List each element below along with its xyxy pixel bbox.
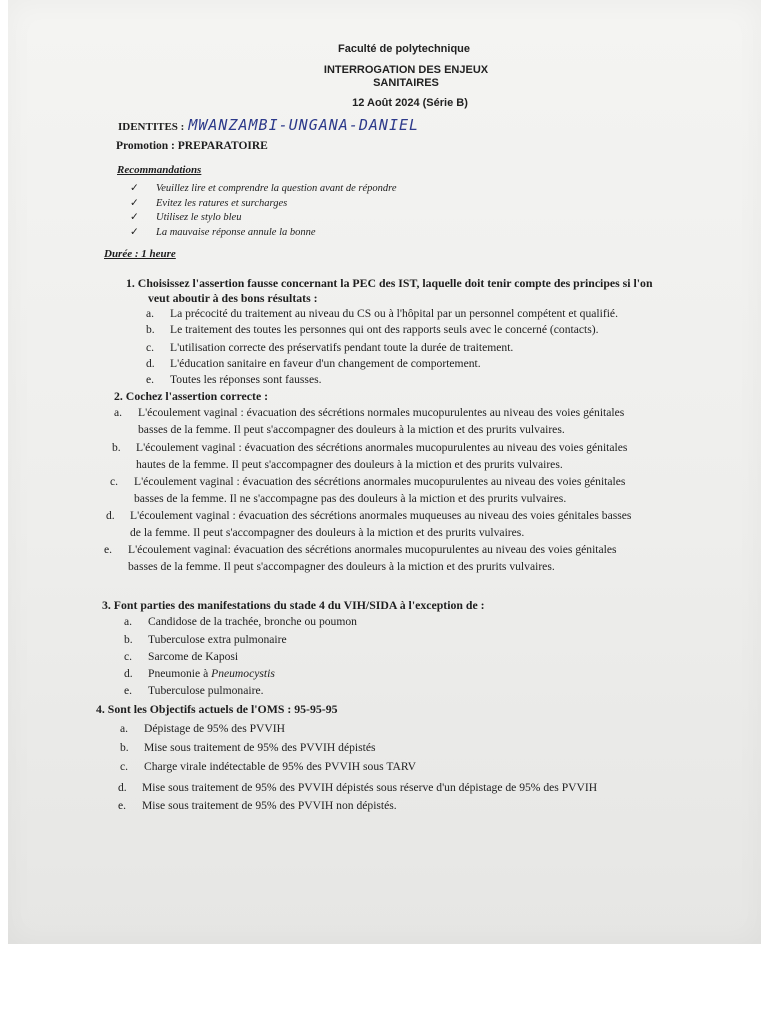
question-2-option-e: e. L'écoulement vaginal: évacuation des sécrétions anormales mucopurulentes au niveau des voies génitales basses de la femme. Il peut s'accompagner des douleurs à la miction et des prurits vulvaires. — [104, 543, 617, 573]
exam-title — [22, 64, 768, 90]
checkmark-icon: ✓ — [130, 183, 139, 194]
question-4-option-e: e. Mise sous traitement de 95% des PVVIH non dépistés. — [118, 799, 397, 812]
question-3-option-c: c. Sarcome de Kaposi — [124, 650, 239, 663]
faculty-name: Faculté de polytechnique — [337, 43, 471, 55]
question-1-option-c: c. L'utilisation correcte des préservatifs pendant toute la durée de traitement. — [146, 341, 514, 354]
question-4-option-d: d. Mise sous traitement de 95% des PVVIH dépistés sous réserve d'un dépistage de 95% des PVVIH — [118, 781, 598, 794]
checkmark-icon: ✓ — [130, 226, 139, 238]
exam-title-line1: INTERROGATION DES ENJEUX — [323, 64, 489, 76]
recommendations-list — [130, 182, 396, 240]
promotion: Promotion : PREPARATOIRE — [116, 140, 268, 152]
question-1-option-a: a. La précocité du traitement au niveau du CS ou à l'hôpital par un personnel compétent et qualifié. — [146, 307, 618, 320]
question-2-option-b: b. L'écoulement vaginal : évacuation des sécrétions anormales mucopurulentes au niveau des voies génitales hautes de la femme. Il peut s'accompagner des douleurs à la miction et des prurits vulvaires. — [112, 441, 628, 471]
question-4-option-a: a. Dépistage de 95% des PVVIH — [120, 722, 286, 735]
identity-handwritten-name: MWANZAMBI-UNGANA-DANIEL — [188, 116, 420, 134]
question-3-option-e: e. Tuberculose pulmonaire. — [124, 684, 264, 697]
question-3-option-b: b. Tuberculose extra pulmonaire — [124, 633, 287, 646]
exam-title-line2: SANITAIRES — [373, 77, 439, 89]
question-2-option-c: c. L'écoulement vaginal : évacuation des sécrétions anormales mucopurulentes au niveau des voies génitales basses de la femme. Il ne s'accompagne pas des douleurs à la miction et des prurits vulvaires. — [110, 475, 626, 505]
question-1-option-d: d. L'éducation sanitaire en faveur d'un changement de comportement. — [146, 357, 481, 370]
identity-label: IDENTITES : — [118, 121, 185, 133]
question-3-title: 3. Font parties des manifestations du stade 4 du VIH/SIDA à l'exception de : — [102, 598, 485, 612]
recommendations-title: Recommandations — [117, 164, 202, 176]
recommendation-item: ✓ La mauvaise réponse annule la bonne — [130, 226, 396, 241]
question-2-option-a: a. L'écoulement vaginal : évacuation des sécrétions normales mucopurulentes au niveau des voies génitales basses de la femme. Il peut s'accompagner des douleurs à la miction et des prurits vulvaires. — [114, 406, 625, 436]
recommendation-item: ✓ Utilisez le stylo bleu — [130, 211, 396, 226]
question-4-title: 4. Sont les Objectifs actuels de l'OMS : 95-95-95 — [96, 702, 338, 716]
question-2-option-d: d. L'écoulement vaginal : évacuation des sécrétions anormales muqueuses au niveau des voies génitales basses de la femme. Il peut s'accompagner des douleurs à la miction et des prurits vulvaires. — [106, 509, 632, 539]
question-3-option-a: a. Candidose de la trachée, bronche ou poumon — [124, 615, 357, 628]
identity-line — [118, 116, 419, 134]
question-2-title: 2. Cochez l'assertion correcte : — [114, 389, 269, 403]
checkmark-icon: ✓ — [130, 212, 139, 223]
question-4-option-c: c. Charge virale indétectable de 95% des PVVIH sous TARV — [120, 760, 417, 773]
duration: Durée : 1 heure — [104, 248, 176, 260]
recommendation-item: ✓ Veuillez lire et comprendre la question avant de répondre — [130, 182, 396, 197]
question-3-option-d: d. Pneumonie à Pneumocystis — [124, 667, 275, 680]
question-1-option-e: e. Toutes les réponses sont fausses. — [146, 373, 322, 386]
question-4-option-b: b. Mise sous traitement de 95% des PVVIH dépistés — [120, 741, 376, 754]
question-1-option-b: b. Le traitement des toutes les personnes qui ont des rapports seuls avec le concerné (contacts). — [146, 323, 599, 336]
recommendation-item: ✓ Evitez les ratures et surcharges — [130, 197, 396, 212]
question-1-title: 1. Choisissez l'assertion fausse concernant la PEC des IST, laquelle doit tenir compte des principes si l'on veut aboutir à des bons résultats : — [126, 276, 653, 305]
exam-date: 12 Août 2024 (Série B) — [352, 97, 468, 109]
checkmark-icon: ✓ — [130, 197, 139, 209]
